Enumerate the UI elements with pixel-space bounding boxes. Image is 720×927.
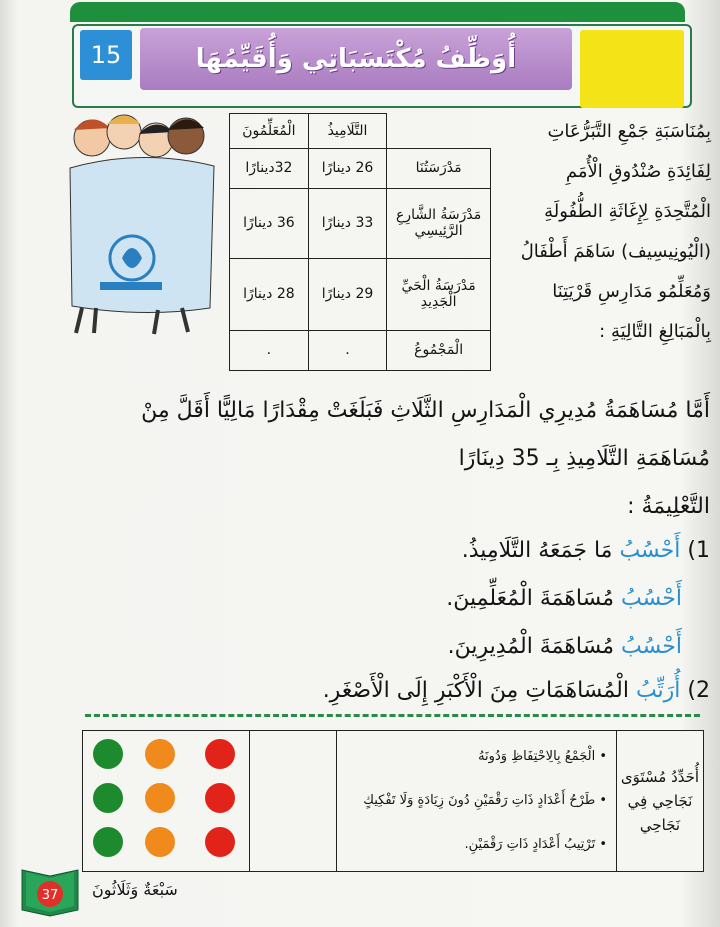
contributions-table <box>229 113 491 371</box>
instruction-item-1b <box>20 586 710 611</box>
orange-level-circle[interactable] <box>145 827 175 857</box>
instruction-text: الْمُسَاهَمَاتِ مِنَ الْأَكْبَرِ إِلَى الْأَصْغَرِ. <box>322 678 629 703</box>
red-level-circle[interactable] <box>205 739 235 769</box>
instruction-text: مُسَاهَمَةَ الْمُدِيرِينَ. <box>447 634 615 659</box>
lesson-title-banner <box>140 28 572 90</box>
instruction-number: 1) <box>687 538 710 563</box>
instruction-text: مُسَاهَمَةَ الْمُعَلِّمِينَ. <box>446 586 615 611</box>
instruction-number: 2) <box>687 678 710 703</box>
table-header-students: التَّلَامِيذُ <box>308 114 387 149</box>
assessment-item: • تَرْتِيبُ أَعْدَادٍ ذَاتِ رَقْمَيْنِ. <box>464 837 607 852</box>
table-cell-total-teachers: . <box>230 330 309 370</box>
assessment-label: أُحَدِّدُ مُسْتَوَى نَجَاحِي فِي نَجَاحِي <box>616 731 703 871</box>
open-book-icon <box>20 862 80 917</box>
table-cell-school: مَدْرَسَةُ الشَّارِعِ الرَّئِيسِي <box>387 188 491 258</box>
paragraph-line: مُسَاهَمَةِ التَّلَامِيذِ بِـ 35 دِينَارًا <box>458 446 710 471</box>
table-cell-students: 26 دينارًا <box>308 148 387 188</box>
assessment-items <box>336 731 615 871</box>
intro-line: وَمُعَلِّمُو مَدَارِسِ قَرْيَتِنَا <box>552 281 711 302</box>
table-cell-total-students: . <box>308 330 387 370</box>
table-row <box>230 258 491 330</box>
intro-line: الْمُتَّحِدَةِ لِإِغَاثَةِ الطُّفُولَةِ <box>544 201 711 222</box>
intro-text <box>496 112 711 352</box>
red-level-circle[interactable] <box>205 827 235 857</box>
page-number: 37 <box>41 888 59 903</box>
lesson-title: أُوَظِّفُ مُكْتَسَبَاتِي وَأُقَيِّمُهَا <box>195 44 517 74</box>
assessment-divider <box>85 714 700 727</box>
table-cell-students: 29 دينارًا <box>308 258 387 330</box>
instruction-verb: أَحْسُبُ <box>619 538 681 563</box>
table-cell-teachers: 28 دينارًا <box>230 258 309 330</box>
paragraph-line: أَمَّا مُسَاهَمَةُ مُدِيرِي الْمَدَارِسِ الثَّلَاثِ فَبَلَغَتْ مِقْدَارًا مَالِيًّا أَقَلَّ مِنْ <box>141 398 710 423</box>
instruction-verb: أُرَتِّبُ <box>635 678 681 703</box>
instruction-item-1 <box>20 538 710 563</box>
table-cell-school: مَدْرَسَتُنَا <box>387 148 491 188</box>
intro-line: بِمُنَاسَبَةِ جَمْعِ التَّبَرُّعَاتِ <box>547 121 711 142</box>
table-cell-teachers: 36 دينارًا <box>230 188 309 258</box>
intro-line: (الْيُونِيسِيف) سَاهَمَ أَطْفَالُ <box>520 241 711 262</box>
green-level-circle[interactable] <box>93 783 123 813</box>
top-green-band <box>70 2 685 22</box>
assessment-item: • الْجَمْعُ بِالِاحْتِفَاظِ وَدُونَهُ <box>478 749 607 764</box>
table-header-teachers: الْمُعَلِّمُونَ <box>230 114 309 149</box>
intro-line: بِالْمَبَالِغِ التَّالِيَةِ : <box>599 321 711 342</box>
page-number-words: سَبْعَةٌ وَثَلَاثُونَ <box>92 880 178 899</box>
children-unicef-illustration <box>62 108 220 336</box>
instruction-item-1c <box>20 634 710 659</box>
green-level-circle[interactable] <box>93 739 123 769</box>
red-level-circle[interactable] <box>205 783 235 813</box>
instruction-text: مَا جَمَعَهُ التَّلَامِيذُ. <box>461 538 613 563</box>
table-cell-teachers: 32دينارًا <box>230 148 309 188</box>
green-level-circle[interactable] <box>93 827 123 857</box>
table-cell-school: مَدْرَسَةُ الْحَيِّ الْجَدِيدِ <box>387 258 491 330</box>
yellow-corner-block <box>580 30 684 108</box>
instructions-heading: التَّعْلِيمَةُ : <box>627 494 710 519</box>
intro-line: لِفَائِدَةِ صُنْدُوقِ الْأُمَمِ <box>565 161 711 182</box>
table-total-row <box>230 330 491 370</box>
assessment-item: • طَرْحُ أَعْدَادٍ ذَاتِ رَقْمَيْنِ دُونَ زِيَادَةٍ وَلَا تَفْكِيكٍ <box>363 793 607 808</box>
instruction-item-2 <box>20 678 710 703</box>
table-cell-students: 33 دينارًا <box>308 188 387 258</box>
self-assessment-box <box>82 730 704 872</box>
table-header-empty <box>387 114 491 149</box>
table-cell-total-label: الْمَجْمُوعُ <box>387 330 491 370</box>
assessment-column-divider <box>249 731 250 871</box>
instruction-verb: أَحْسُبُ <box>621 586 682 611</box>
table-header-row <box>230 114 491 149</box>
orange-level-circle[interactable] <box>145 739 175 769</box>
instruction-verb: أَحْسُبُ <box>621 634 682 659</box>
table-row <box>230 148 491 188</box>
orange-level-circle[interactable] <box>145 783 175 813</box>
lesson-number: 15 <box>80 30 132 80</box>
table-row <box>230 188 491 258</box>
